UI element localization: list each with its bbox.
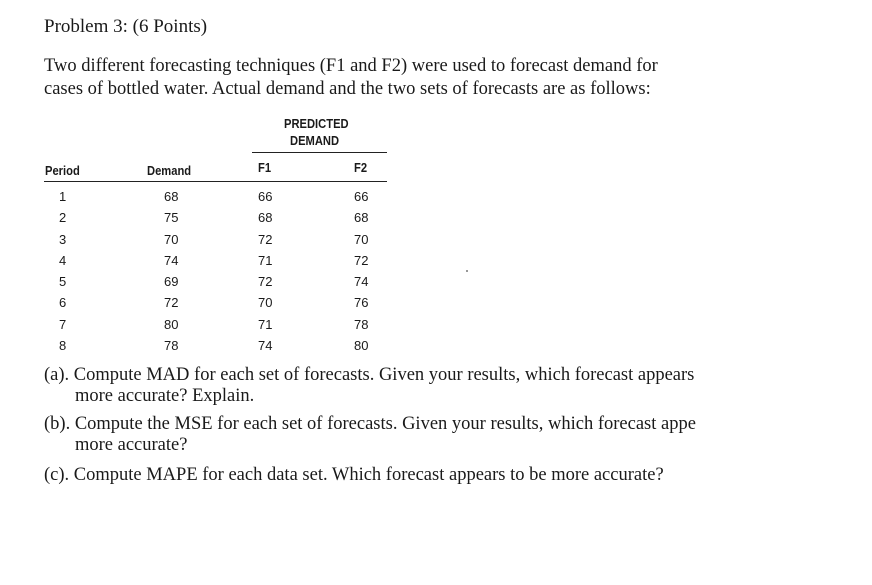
question-b-line-2: more accurate? [75, 435, 188, 455]
column-header-period: Period [45, 163, 80, 178]
period-cell: 8 [59, 338, 67, 354]
question-a [44, 365, 694, 407]
table-row [44, 336, 389, 357]
question-b-line-1: (b). Compute the MSE for each set of forecasts. Given your results, which forecast appe [44, 414, 696, 434]
demand-cell: 70 [164, 231, 179, 247]
table-row [44, 187, 389, 208]
demand-cell: 80 [164, 316, 179, 332]
question-a-line-1: (a). Compute MAD for each set of forecasts. Given your results, which forecast appears [44, 365, 695, 385]
f1-cell: 70 [258, 295, 273, 311]
column-header-demand: Demand [147, 163, 192, 178]
demand-cell: 78 [164, 338, 179, 354]
period-cell: 4 [59, 252, 67, 268]
f1-cell: 68 [258, 210, 273, 226]
f2-cell: 66 [354, 189, 369, 204]
demand-cell: 69 [164, 274, 179, 290]
f2-cell: 80 [354, 338, 369, 354]
predicted-header: PREDICTED [284, 116, 349, 131]
column-header-divider [44, 181, 387, 182]
table-row [44, 251, 389, 272]
column-header-f2: F2 [354, 160, 368, 175]
intro-text-line-1: Two different forecasting techniques (F1 and F2) were used to forecast demand for [44, 56, 658, 76]
group-header-divider [252, 152, 387, 153]
f2-cell: 72 [354, 252, 369, 268]
f2-cell: 68 [354, 210, 369, 226]
table-body [44, 187, 389, 357]
table-row [44, 293, 389, 314]
f1-cell: 66 [258, 189, 273, 204]
f1-cell: 71 [258, 252, 273, 268]
f1-cell: 72 [258, 231, 273, 247]
table-row [44, 272, 389, 293]
period-cell: 7 [59, 316, 67, 332]
question-c [44, 465, 664, 486]
question-a-line-2: more accurate? Explain. [75, 386, 255, 406]
f2-cell: 78 [354, 316, 369, 332]
demand-cell: 72 [164, 295, 179, 311]
problem-title: Problem 3: (6 Points) [44, 16, 208, 37]
question-b [44, 414, 696, 456]
demand-cell: 75 [164, 210, 179, 226]
f1-cell: 74 [258, 338, 273, 354]
column-header-f1: F1 [258, 160, 272, 175]
table-row [44, 230, 389, 251]
period-cell: 5 [59, 274, 67, 290]
demand-cell: 74 [164, 252, 179, 268]
period-cell: 2 [59, 210, 67, 226]
table-row [44, 315, 389, 336]
demand-cell: 68 [164, 189, 179, 204]
f2-cell: 74 [354, 274, 369, 290]
f1-cell: 72 [258, 274, 273, 290]
f2-cell: 76 [354, 295, 369, 311]
intro-text-line-2: cases of bottled water. Actual demand and the two sets of forecasts are as follows: [44, 79, 651, 99]
f1-cell: 71 [258, 316, 273, 332]
f2-cell: 70 [354, 231, 369, 247]
table-row [44, 208, 389, 229]
period-cell: 3 [59, 231, 67, 247]
question-c-line-1: (c). Compute MAPE for each data set. Which forecast appears to be more accurate? [44, 465, 664, 485]
predicted-demand-header: DEMAND [290, 133, 340, 148]
scan-speck [466, 270, 468, 272]
period-cell: 1 [59, 189, 67, 204]
period-cell: 6 [59, 295, 67, 311]
